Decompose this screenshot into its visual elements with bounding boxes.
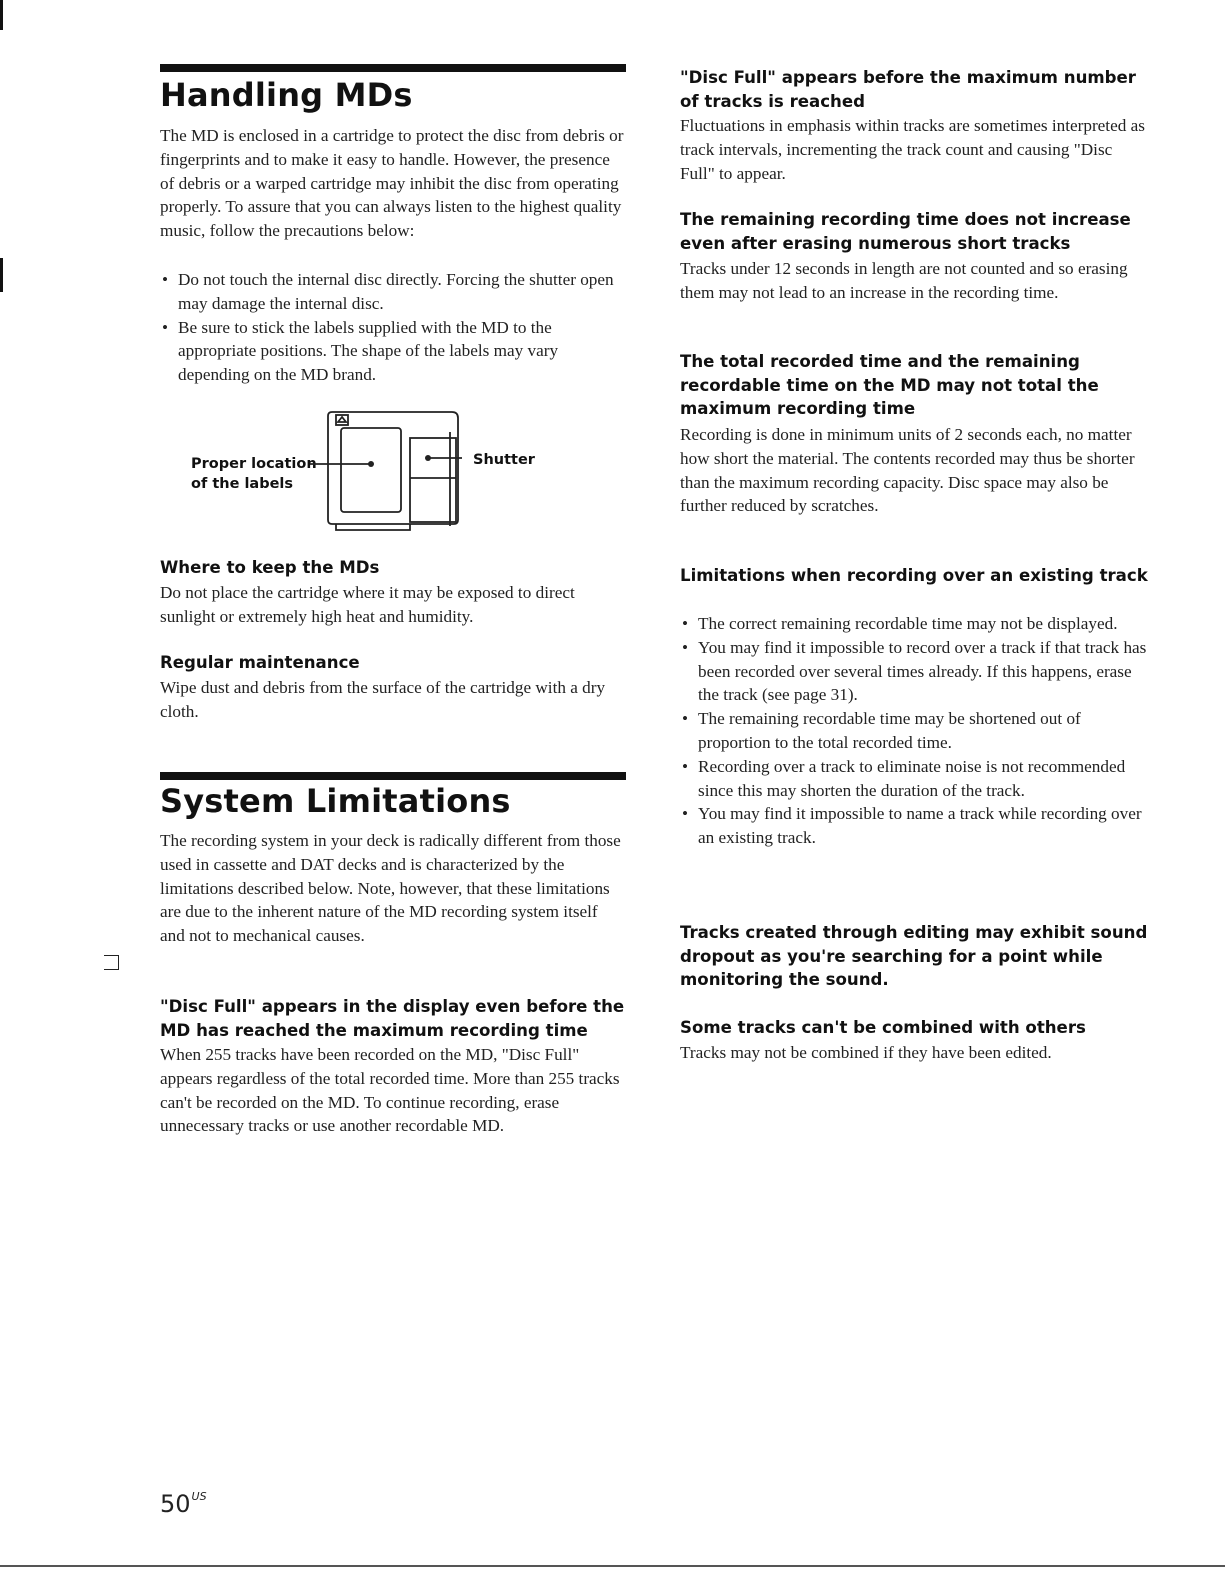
heading-tracks-not-combined: Some tracks can't be combined with others [680, 1018, 1086, 1037]
margin-bracket-mark [104, 955, 119, 970]
recording-over-bullet-1: • The correct remaining recordable time may not be displayed. [680, 612, 1150, 636]
section-rule-system [160, 772, 626, 780]
recording-over-bullet-3: • The remaining recordable time may be shortened out of proportion to the total recorded time. [680, 707, 1150, 755]
section-title-handling: Handling MDs [160, 76, 413, 114]
scan-bottom-line [0, 1565, 1225, 1567]
recording-over-bullet-4: • Recording over a track to eliminate noise is not recommended since this may shorten the duration of the track. [680, 755, 1150, 803]
recording-over-bullet-2: • You may find it impossible to record over a track if that track has been recorded over several times already. If this happens, erase the track (see page 31). [680, 636, 1150, 707]
heading-where-to-keep: Where to keep the MDs [160, 558, 380, 577]
scan-edge-mark-top [0, 0, 3, 30]
disc-full-before-max-time-body: When 255 tracks have been recorded on the MD, "Disc Full" appears regardless of the total recorded time. More than 255 tracks can't be recorded on the MD. To continue recording, erase unnecessary tracks or use another recordable MD. [160, 1045, 620, 1136]
section-title-system: System Limitations [160, 782, 511, 820]
recording-over-existing-bullets [680, 612, 1150, 850]
md-cartridge-diagram [310, 408, 470, 534]
section-rule-handling [160, 64, 626, 72]
heading-total-time-mismatch: The total recorded time and the remaining recordable time on the MD may not total the maximum recording time [680, 352, 1099, 418]
maintenance-body: Wipe dust and debris from the surface of the cartridge with a dry cloth. [160, 678, 606, 721]
disc-full-before-max-tracks-body: Fluctuations in emphasis within tracks are sometimes interpreted as track intervals, incrementing the track count and causing "Disc Full" to appear. [680, 116, 1145, 183]
handling-bullets [160, 268, 626, 387]
heading-disc-full-before-max-tracks: "Disc Full" appears before the maximum number of tracks is reached [680, 68, 1136, 111]
handling-bullet-2: • Be sure to stick the labels supplied with the MD to the appropriate positions. The shape of the labels may vary depending on the MD brand. [160, 316, 626, 387]
heading-editing-dropout: Tracks created through editing may exhibit sound dropout as you're searching for a point while monitoring the sound. [680, 923, 1148, 989]
handling-intro: The MD is enclosed in a cartridge to protect the disc from debris or fingerprints and to make it easy to handle. However, the presence of debris or a warped cartridge may inhibit the disc from operating properly. To assure that you can always listen to the highest quality music, follow the precautions below: [160, 126, 624, 241]
handling-bullet-1: • Do not touch the internal disc directly. Forcing the shutter open may damage the internal disc. [160, 268, 626, 316]
page-number [160, 1490, 207, 1518]
remaining-time-no-increase-body: Tracks under 12 seconds in length are not counted and so erasing them may not lead to an increase in the recording time. [680, 259, 1128, 302]
where-to-keep-body: Do not place the cartridge where it may be exposed to direct sunlight or extremely high heat and humidity. [160, 583, 575, 626]
system-intro: The recording system in your deck is radically different from those used in cassette and DAT decks and is characterized by the limitations described below. Note, however, that these limitations are due to the inherent nature of the MD recording system itself and not to mechanical causes. [160, 831, 621, 946]
heading-disc-full-before-max-time: "Disc Full" appears in the display even before the MD has reached the maximum recording time [160, 997, 625, 1040]
heading-recording-over-existing: Limitations when recording over an existing track [680, 566, 1148, 585]
scan-edge-mark-mid [0, 258, 3, 292]
label-area [341, 428, 401, 512]
tracks-not-combined-body: Tracks may not be combined if they have been edited. [680, 1043, 1052, 1062]
page-number-suffix: US [191, 1490, 207, 1503]
heading-regular-maintenance: Regular maintenance [160, 653, 360, 672]
diagram-label-shutter: Shutter [473, 452, 535, 468]
heading-remaining-time-no-increase: The remaining recording time does not increase even after erasing numerous short tracks [680, 210, 1131, 253]
diagram-label-labels-location: Proper location of the labels [191, 456, 317, 492]
recording-over-bullet-5: • You may find it impossible to name a track while recording over an existing track. [680, 802, 1150, 850]
total-time-mismatch-body: Recording is done in minimum units of 2 seconds each, no matter how short the material. The contents recorded may thus be shorter than the maximum recording capacity. Disc space may also be further reduced by scratches. [680, 425, 1135, 516]
page-number-value: 50 [160, 1490, 191, 1518]
